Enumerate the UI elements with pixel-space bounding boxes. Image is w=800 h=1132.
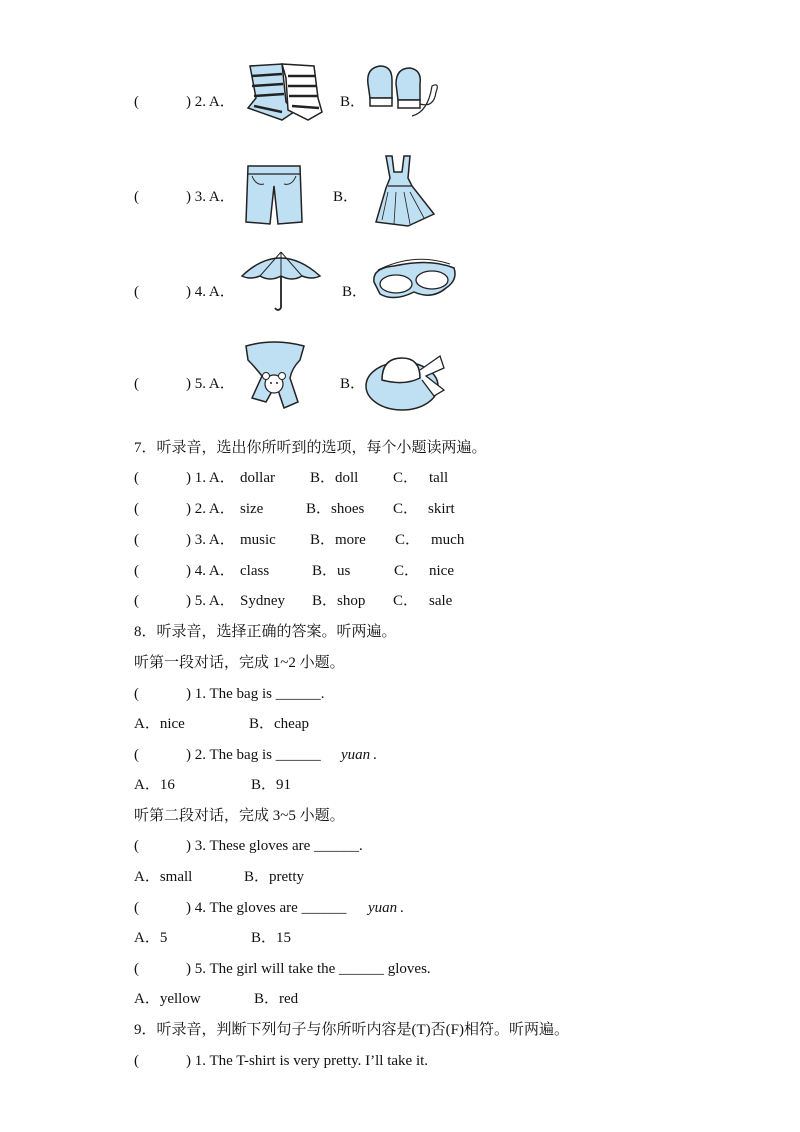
item-number: ) 5. A． xyxy=(186,593,235,609)
dialog-2-instruction xyxy=(0,804,800,828)
option-c-label: C． xyxy=(393,593,419,609)
item-number: ) 5. A． xyxy=(186,376,235,392)
option-a: size xyxy=(240,501,264,517)
option-b: B．doll xyxy=(310,470,359,486)
question-end: . xyxy=(373,747,377,763)
item-number: ) 1. A． xyxy=(186,470,235,486)
option-c-label: C． xyxy=(395,532,421,548)
option-c-label: C． xyxy=(394,563,420,579)
answer-paren[interactable]: ( xyxy=(134,470,139,486)
option-a: class xyxy=(240,563,270,579)
answer-paren[interactable]: ( xyxy=(134,961,139,977)
shorts-icon[interactable] xyxy=(244,162,304,228)
question-5 xyxy=(0,957,800,981)
question-5-options xyxy=(0,987,800,1011)
item-number: ) 4. A． xyxy=(186,563,235,579)
option-b-label: B． xyxy=(342,284,368,300)
answer-paren[interactable]: ( xyxy=(134,838,139,854)
question-text: ) 5. The girl will take the ______ gloves. xyxy=(186,961,431,977)
answer-paren[interactable]: ( xyxy=(134,1053,139,1069)
list-item xyxy=(0,589,800,613)
option-a: music xyxy=(240,532,276,548)
option-c: skirt xyxy=(428,501,455,517)
dress-icon[interactable] xyxy=(364,152,436,228)
question-3 xyxy=(0,834,800,858)
answer-paren[interactable]: ( xyxy=(134,900,139,916)
answer-paren[interactable]: ( xyxy=(134,532,139,548)
option-a: A．yellow xyxy=(134,991,201,1007)
question-3-options xyxy=(0,865,800,889)
unit-text: yuan xyxy=(368,900,398,916)
option-b: B．more xyxy=(310,532,366,548)
option-a: dollar xyxy=(240,470,275,486)
question-text: ) 1. The T-shirt is very pretty. I’ll take it. xyxy=(186,1053,429,1069)
question-2-options xyxy=(0,773,800,797)
list-item xyxy=(0,466,800,490)
item-number: ) 2. A． xyxy=(186,501,235,517)
section-8-heading xyxy=(0,620,800,644)
option-b: B．red xyxy=(254,991,299,1007)
option-c: much xyxy=(431,532,465,548)
option-b: B．us xyxy=(312,563,351,579)
option-b: B．shop xyxy=(312,593,366,609)
section-heading: 8．听录音，选择正确的答案。听两遍。 xyxy=(134,624,397,640)
question-1-options xyxy=(0,712,800,736)
option-a: A．16 xyxy=(134,777,175,793)
instruction-text: 听第一段对话，完成 1~2 小题。 xyxy=(134,655,345,671)
answer-paren[interactable]: ( xyxy=(134,501,139,517)
dialog-1-instruction xyxy=(0,651,800,675)
option-a: A．small xyxy=(134,869,193,885)
question-text: ) 4. The gloves are ______ xyxy=(186,900,347,916)
question-text: ) 1. The bag is ______. xyxy=(186,686,325,702)
question-4-options xyxy=(0,926,800,950)
answer-paren[interactable]: ( xyxy=(134,94,139,110)
option-b: B．91 xyxy=(251,777,292,793)
item-number: ) 3. A． xyxy=(186,532,235,548)
option-c: sale xyxy=(429,593,453,609)
section-9-heading xyxy=(0,1018,800,1042)
answer-paren[interactable]: ( xyxy=(134,189,139,205)
umbrella-icon[interactable] xyxy=(240,246,322,314)
question-1 xyxy=(0,1049,800,1073)
unit-text: yuan xyxy=(341,747,371,763)
question-1 xyxy=(0,682,800,706)
answer-paren[interactable]: ( xyxy=(134,284,139,300)
mittens-icon[interactable] xyxy=(362,62,442,122)
section-heading: 7．听录音，选出你所听到的选项，每个小题读两遍。 xyxy=(134,440,487,456)
question-text: ) 3. These gloves are ______. xyxy=(186,838,363,854)
list-item xyxy=(0,528,800,552)
option-a: A．5 xyxy=(134,930,168,946)
answer-paren[interactable]: ( xyxy=(134,747,139,763)
question-end: . xyxy=(400,900,404,916)
option-b: B．pretty xyxy=(244,869,304,885)
option-b-label: B． xyxy=(333,189,359,205)
section-7-heading xyxy=(0,436,800,460)
answer-paren[interactable]: ( xyxy=(134,376,139,392)
instruction-text: 听第二段对话，完成 3~5 小题。 xyxy=(134,808,345,824)
option-b: B．cheap xyxy=(249,716,309,732)
option-c: tall xyxy=(429,470,449,486)
option-a: A．nice xyxy=(134,716,185,732)
item-number: ) 4. A． xyxy=(186,284,235,300)
question-4 xyxy=(0,896,800,920)
answer-paren[interactable]: ( xyxy=(134,686,139,702)
list-item xyxy=(0,497,800,521)
striped-socks-icon[interactable] xyxy=(242,58,324,124)
option-b-label: B． xyxy=(340,94,366,110)
sunglasses-icon[interactable] xyxy=(370,252,458,306)
sun-hat-icon[interactable] xyxy=(364,350,448,414)
option-c-label: C． xyxy=(393,501,419,517)
answer-paren[interactable]: ( xyxy=(134,593,139,609)
option-c: nice xyxy=(429,563,454,579)
list-item xyxy=(0,559,800,583)
question-2 xyxy=(0,743,800,767)
item-number: ) 2. A． xyxy=(186,94,235,110)
option-b: B．shoes xyxy=(306,501,365,517)
item-number: ) 3. A． xyxy=(186,189,235,205)
scarf-icon[interactable] xyxy=(240,338,310,410)
option-b-label: B． xyxy=(340,376,366,392)
answer-paren[interactable]: ( xyxy=(134,563,139,579)
option-c-label: C． xyxy=(393,470,419,486)
question-text: ) 2. The bag is ______ xyxy=(186,747,321,763)
option-a: Sydney xyxy=(240,593,285,609)
option-b: B．15 xyxy=(251,930,292,946)
section-heading: 9．听录音，判断下列句子与你所听内容是(T)否(F)相符。听两遍。 xyxy=(134,1022,569,1038)
